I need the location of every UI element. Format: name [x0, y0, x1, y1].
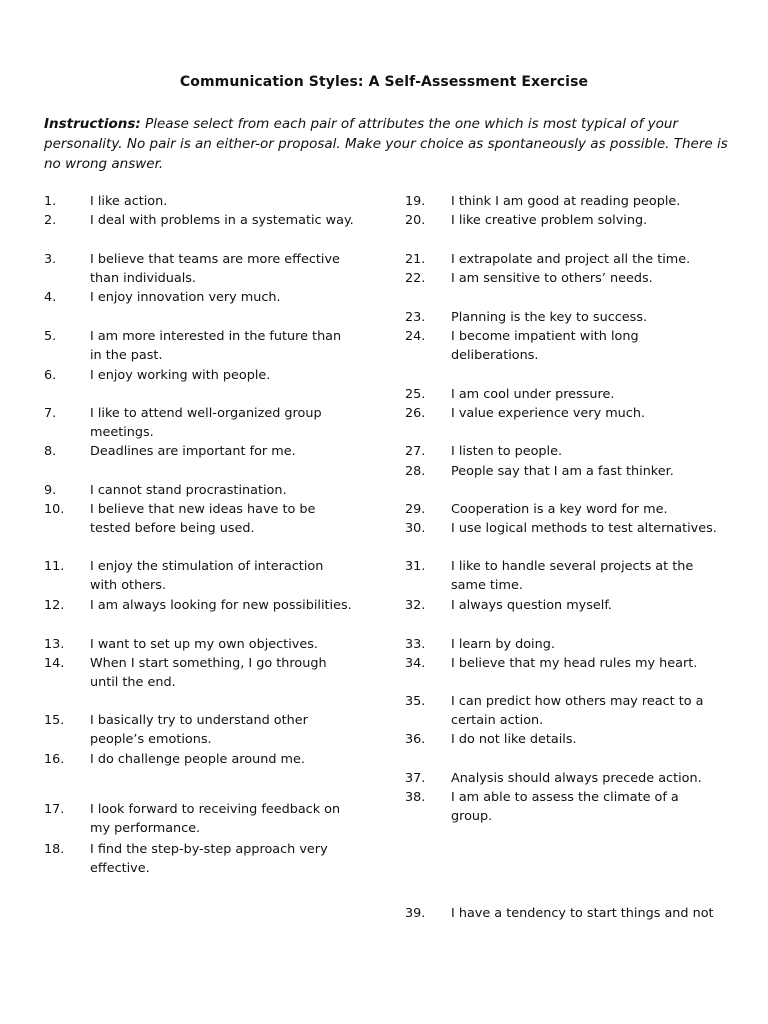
- statement-text: [90, 635, 365, 654]
- statement-line: I cannot stand procrastination.: [90, 483, 287, 498]
- statement-line: I like creative problem solving.: [451, 213, 648, 228]
- statement-number: 29.: [405, 502, 426, 517]
- statement-number: 16.: [44, 752, 65, 767]
- statement-number: 37.: [405, 771, 426, 786]
- statement-line: I like to handle several projects at the: [451, 559, 694, 574]
- statement-line: tested before being used.: [90, 521, 255, 537]
- statement-text: [451, 327, 731, 365]
- statement-line: meetings.: [90, 425, 154, 441]
- statement-line: deliberations.: [451, 348, 539, 364]
- statement-number: 1.: [44, 194, 57, 209]
- statement-line: than individuals.: [90, 271, 196, 287]
- statement-line: I find the step-by-step approach very: [90, 842, 328, 857]
- statement-text: [451, 500, 731, 519]
- statement-line: I can predict how others may react to a: [451, 694, 704, 709]
- statement-number: 24.: [405, 329, 426, 344]
- statement-line: I am more interested in the future than: [90, 329, 342, 344]
- statement-text: [451, 308, 731, 327]
- page-title: Communication Styles: A Self-Assessment Exercise: [179, 74, 589, 90]
- statement-line: I learn by doing.: [451, 637, 555, 652]
- statement-line: People say that I am a fast thinker.: [451, 464, 674, 479]
- statement-number: 18.: [44, 842, 65, 857]
- statement-line: I value experience very much.: [451, 406, 645, 421]
- statement-line: same time.: [451, 578, 523, 594]
- statement-text: [451, 635, 731, 654]
- statement-line: I use logical methods to test alternatives.: [451, 521, 717, 536]
- statement-text: [90, 711, 365, 749]
- statement-line: I have a tendency to start things and not: [451, 906, 714, 921]
- statement-line: my performance.: [90, 821, 201, 837]
- statement-line: I look forward to receiving feedback on: [90, 802, 341, 817]
- statement-number: 17.: [44, 802, 65, 817]
- statement-text: [451, 442, 731, 461]
- statement-line: I listen to people.: [451, 444, 563, 459]
- statement-number: 13.: [44, 637, 65, 652]
- statement-text: [90, 288, 365, 307]
- statement-line: Analysis should always precede action.: [451, 771, 702, 786]
- statement-text: [451, 904, 731, 923]
- statement-line: until the end.: [90, 675, 176, 691]
- statement-number: 23.: [405, 310, 426, 325]
- statement-number: 15.: [44, 713, 65, 728]
- statement-number: 36.: [405, 732, 426, 747]
- statement-text: [451, 192, 731, 211]
- statement-line: in the past.: [90, 348, 163, 364]
- statement-text: [90, 840, 365, 878]
- statement-number: 5.: [44, 329, 57, 344]
- statement-line: When I start something, I go through: [90, 656, 327, 671]
- statement-text: [451, 557, 731, 595]
- statement-line: I basically try to understand other: [90, 713, 308, 728]
- statement-text: [451, 654, 731, 673]
- statement-number: 9.: [44, 483, 57, 498]
- statement-text: [451, 211, 731, 230]
- instructions-text: Please select from each pair of attributes the one which is most typical of your personality. No pair is an either-or proposal. Make your choice as spontaneously as possible. There is no wrong answer.: [44, 116, 728, 172]
- statement-text: [451, 769, 731, 788]
- statement-text: [90, 442, 365, 461]
- statement-line: I like to attend well-organized group: [90, 406, 322, 421]
- instructions-label: Instructions:: [44, 116, 141, 132]
- statement-line: with others.: [90, 578, 167, 594]
- statement-line: I am cool under pressure.: [451, 387, 615, 402]
- statement-text: [451, 596, 731, 615]
- statement-number: 7.: [44, 406, 57, 421]
- statement-number: 11.: [44, 559, 65, 574]
- statement-number: 3.: [44, 252, 57, 267]
- statement-line: I enjoy working with people.: [90, 368, 271, 383]
- statement-number: 2.: [44, 213, 57, 228]
- statement-number: 8.: [44, 444, 57, 459]
- statement-line: I am always looking for new possibilities.: [90, 598, 352, 613]
- statement-number: 38.: [405, 790, 426, 805]
- statement-text: [451, 250, 731, 269]
- statement-number: 25.: [405, 387, 426, 402]
- statement-line: I want to set up my own objectives.: [90, 637, 318, 652]
- statement-text: [90, 404, 365, 442]
- statement-text: [90, 654, 365, 692]
- statement-number: 19.: [405, 194, 426, 209]
- statement-line: I think I am good at reading people.: [451, 194, 681, 209]
- statement-line: effective.: [90, 861, 150, 877]
- statement-line: I enjoy the stimulation of interaction: [90, 559, 324, 574]
- statement-number: 30.: [405, 521, 426, 536]
- statement-text: [90, 800, 365, 838]
- statement-number: 10.: [44, 502, 65, 517]
- statement-number: 31.: [405, 559, 426, 574]
- statement-text: [90, 192, 365, 211]
- statement-number: 20.: [405, 213, 426, 228]
- statement-text: [451, 519, 731, 538]
- statement-number: 22.: [405, 271, 426, 286]
- statement-line: I deal with problems in a systematic way.: [90, 213, 354, 228]
- statement-line: I am sensitive to others’ needs.: [451, 271, 653, 286]
- statement-text: [90, 250, 365, 288]
- statement-line: I do not like details.: [451, 732, 577, 747]
- statement-number: 32.: [405, 598, 426, 613]
- statement-line: Cooperation is a key word for me.: [451, 502, 668, 517]
- statement-text: [451, 692, 731, 730]
- statement-text: [90, 750, 365, 769]
- statement-number: 6.: [44, 368, 57, 383]
- statement-number: 33.: [405, 637, 426, 652]
- statement-number: 35.: [405, 694, 426, 709]
- statement-text: [451, 404, 731, 423]
- statement-number: 14.: [44, 656, 65, 671]
- statement-text: [451, 730, 731, 749]
- statement-number: 34.: [405, 656, 426, 671]
- statement-line: I like action.: [90, 194, 168, 209]
- statement-text: [451, 788, 731, 826]
- statement-text: [90, 211, 365, 230]
- statement-line: I am able to assess the climate of a: [451, 790, 679, 805]
- statement-text: [451, 269, 731, 288]
- statement-text: [90, 481, 365, 500]
- instructions-paragraph: [44, 114, 734, 174]
- statement-text: [90, 596, 365, 615]
- statement-number: 27.: [405, 444, 426, 459]
- statement-line: people’s emotions.: [90, 732, 212, 748]
- statement-line: I believe that new ideas have to be: [90, 502, 316, 517]
- statement-line: Deadlines are important for me.: [90, 444, 296, 459]
- statement-text: [90, 327, 365, 365]
- statement-line: group.: [451, 809, 493, 825]
- statement-line: Planning is the key to success.: [451, 310, 648, 325]
- statement-line: certain action.: [451, 713, 544, 729]
- statement-number: 4.: [44, 290, 57, 305]
- statement-line: I believe that teams are more effective: [90, 252, 340, 267]
- statement-number: 39.: [405, 906, 426, 921]
- statement-line: I always question myself.: [451, 598, 612, 613]
- statement-number: 28.: [405, 464, 426, 479]
- statement-text: [90, 500, 365, 538]
- statement-number: 21.: [405, 252, 426, 267]
- statement-line: I believe that my head rules my heart.: [451, 656, 698, 671]
- statement-line: I become impatient with long: [451, 329, 639, 344]
- statement-line: I enjoy innovation very much.: [90, 290, 281, 305]
- statement-number: 12.: [44, 598, 65, 613]
- statement-line: I extrapolate and project all the time.: [451, 252, 691, 267]
- statement-number: 26.: [405, 406, 426, 421]
- statement-text: [90, 366, 365, 385]
- statement-line: I do challenge people around me.: [90, 752, 305, 767]
- statement-text: [451, 462, 731, 481]
- statement-text: [451, 385, 731, 404]
- statement-text: [90, 557, 365, 595]
